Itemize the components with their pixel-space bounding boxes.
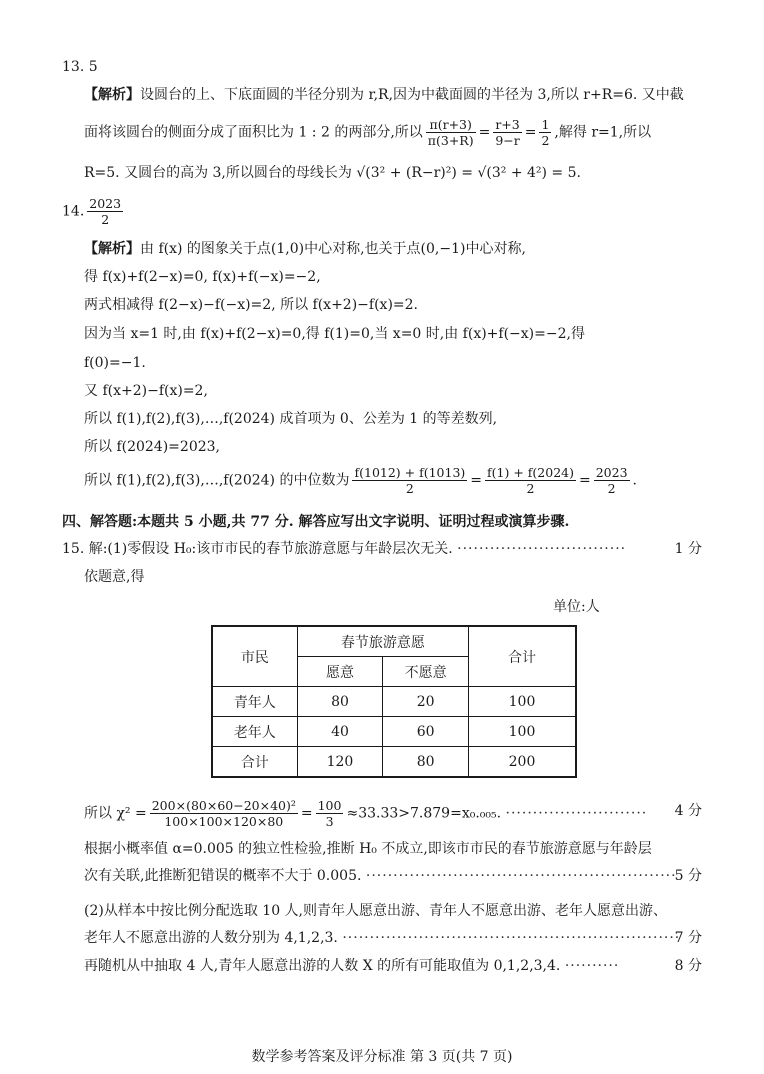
cell-unwilling: 80 bbox=[383, 747, 469, 778]
text: 次有关联,此推断犯错误的概率不大于 0.005. bbox=[84, 868, 362, 884]
fraction bbox=[594, 465, 630, 496]
cell-willing: 120 bbox=[297, 747, 383, 778]
dot-leader: ······························································ bbox=[342, 930, 681, 946]
cell-total: 100 bbox=[469, 717, 576, 747]
numerator: r+3 bbox=[495, 117, 520, 132]
problem-14-line-7: 所以 f(1),f(2),f(3),…,f(2024) 成首项为 0、公差为 1 的等差数列, bbox=[84, 411, 498, 427]
numerator: 2023 bbox=[595, 465, 628, 480]
equals: = bbox=[300, 805, 313, 822]
equals: = bbox=[478, 124, 491, 141]
problem-14-line-1 bbox=[84, 240, 526, 258]
analysis-tag: 【解析】 bbox=[84, 241, 140, 257]
equals: = bbox=[578, 472, 591, 489]
problem-15-line-2: 依题意,得 bbox=[84, 569, 145, 585]
problem-13-line-1 bbox=[84, 86, 684, 104]
cell-willing: 40 bbox=[297, 717, 383, 747]
cell-unwilling: 60 bbox=[383, 717, 469, 747]
problem-15-line-6: (2)从样本中按比例分配选取 10 人,则青年人愿意出游、青年人不愿意出游、老年人愿意出游、 bbox=[84, 903, 667, 919]
problem-15-line-4: 根据小概率值 α=0.005 的独立性检验,推断 H₀ 不成立,即该市市民的春节旅游意愿与年龄层 bbox=[84, 841, 652, 857]
dot-leader: ·························· bbox=[505, 805, 648, 822]
score-4: 4 分 bbox=[674, 803, 702, 819]
fraction bbox=[539, 117, 551, 148]
fraction bbox=[150, 798, 298, 829]
denominator: 100×100×120×80 bbox=[164, 814, 284, 829]
cell-willing: 80 bbox=[297, 687, 383, 717]
problem-13-answer: 13. 5 bbox=[62, 59, 98, 75]
numerator: 1 bbox=[541, 117, 550, 132]
problem-14-line-9 bbox=[84, 465, 637, 496]
problem-15-line-8 bbox=[84, 957, 619, 975]
problem-14-line-4: 因为当 x=1 时,由 f(x)+f(2−x)=0,得 f(1)=0,当 x=0 时,由 f(x)+f(−x)=−2,得 bbox=[84, 326, 585, 342]
text: 15. 解:(1)零假设 H₀:该市市民的春节旅游意愿与年龄层次无关. bbox=[62, 541, 453, 557]
equals: = bbox=[524, 124, 537, 141]
denominator: 3 bbox=[325, 814, 334, 829]
problem-13-line-3: R=5. 又圆台的高为 3,所以圆台的母线长为 √(3² + (R−r)²) = √(3² + 4²) = 5. bbox=[84, 165, 581, 181]
analysis-tag: 【解析】 bbox=[84, 87, 140, 103]
row-label: 老年人 bbox=[212, 717, 297, 747]
fraction bbox=[493, 117, 521, 148]
score-7: 7 分 bbox=[674, 930, 702, 946]
text: 老年人不愿意出游的人数分别为 4,1,2,3. bbox=[84, 930, 338, 946]
table-row bbox=[212, 747, 576, 778]
problem-15-line-1 bbox=[62, 540, 626, 558]
problem-14-line-5: f(0)=−1. bbox=[84, 355, 146, 371]
score-1: 1 分 bbox=[674, 541, 702, 557]
problem-14-line-2: 得 f(x)+f(2−x)=0, f(x)+f(−x)=−2, bbox=[84, 269, 321, 285]
row-label: 青年人 bbox=[212, 687, 297, 717]
header-unwilling: 不愿意 bbox=[383, 657, 469, 687]
text: 面将该圆台的侧面分成了面积比为 1 : 2 的两部分,所以 bbox=[84, 124, 423, 141]
header-willing: 愿意 bbox=[297, 657, 383, 687]
text: 再随机从中抽取 4 人,青年人愿意出游的人数 X 的所有可能取值为 0,1,2,3,4. bbox=[84, 958, 561, 974]
text: 设圆台的上、下底面圆的半径分别为 r,R,因为中截面圆的半径为 3,所以 r+R=6. 又中截 bbox=[140, 87, 684, 103]
text: 所以 f(1),f(2),f(3),…,f(2024) 的中位数为 bbox=[84, 472, 350, 489]
fraction bbox=[426, 117, 476, 148]
fraction bbox=[352, 465, 467, 496]
numerator: 2023 bbox=[89, 196, 122, 211]
table-row bbox=[212, 717, 576, 747]
cell-total: 100 bbox=[469, 687, 576, 717]
chi-square-line bbox=[84, 798, 647, 829]
page-footer: 数学参考答案及评分标准 第 3 页(共 7 页) bbox=[251, 1049, 513, 1065]
problem-15-line-5 bbox=[84, 867, 677, 885]
text: ≈33.33>7.879=x₀.₀₀₅. bbox=[346, 805, 502, 822]
problem-14-answer bbox=[62, 196, 126, 227]
table-unit: 单位:人 bbox=[553, 599, 600, 615]
denominator: 2 bbox=[526, 481, 535, 496]
fraction bbox=[87, 196, 123, 227]
header-total: 合计 bbox=[469, 626, 576, 687]
numerator: f(1012) + f(1013) bbox=[354, 465, 466, 480]
dot-leader: ·········· bbox=[564, 958, 620, 974]
problem-14-line-6: 又 f(x+2)−f(x)=2, bbox=[84, 383, 208, 399]
numerator: 100 bbox=[317, 798, 342, 813]
equals: = bbox=[470, 472, 483, 489]
denominator: 2 bbox=[101, 212, 110, 227]
table-header-row bbox=[212, 626, 576, 657]
denominator: 9−r bbox=[495, 133, 520, 148]
problem-15-line-7 bbox=[84, 929, 680, 947]
numerator: π(r+3) bbox=[426, 117, 476, 133]
header-resident: 市民 bbox=[212, 626, 297, 687]
denominator: π(3+R) bbox=[427, 133, 474, 148]
section-4-heading: 四、解答题:本题共 5 小题,共 77 分. 解答应写出文字说明、证明过程或演算步骤. bbox=[62, 514, 570, 530]
denominator: 2 bbox=[541, 133, 550, 148]
fraction bbox=[485, 465, 576, 496]
problem-14-line-3: 两式相减得 f(2−x)−f(−x)=2, 所以 f(x+2)−f(x)=2. bbox=[84, 297, 418, 313]
problem-13-line-2 bbox=[84, 117, 651, 148]
denominator: 2 bbox=[607, 481, 616, 496]
row-label: 合计 bbox=[212, 747, 297, 778]
numerator: f(1) + f(2024) bbox=[487, 465, 574, 480]
dot-leader: ······························· bbox=[457, 541, 627, 557]
dot-leader: ························································· bbox=[365, 868, 677, 884]
header-willingness: 春节旅游意愿 bbox=[297, 626, 468, 657]
fraction bbox=[316, 798, 344, 829]
text: 由 f(x) 的图象关于点(1,0)中心对称,也关于点(0,−1)中心对称, bbox=[140, 241, 526, 257]
problem-number: 14. bbox=[62, 203, 85, 220]
numerator: 200×(80×60−20×40)² bbox=[151, 798, 296, 813]
text: ,解得 r=1,所以 bbox=[554, 124, 652, 141]
table-row bbox=[212, 687, 576, 717]
problem-14-line-8: 所以 f(2024)=2023, bbox=[84, 439, 220, 455]
score-8: 8 分 bbox=[674, 958, 702, 974]
cell-total: 200 bbox=[469, 747, 576, 778]
denominator: 2 bbox=[405, 481, 414, 496]
contingency-table bbox=[211, 625, 577, 778]
score-5: 5 分 bbox=[674, 868, 702, 884]
cell-unwilling: 20 bbox=[383, 687, 469, 717]
text: 所以 χ² = bbox=[84, 805, 147, 822]
text: . bbox=[632, 472, 637, 489]
